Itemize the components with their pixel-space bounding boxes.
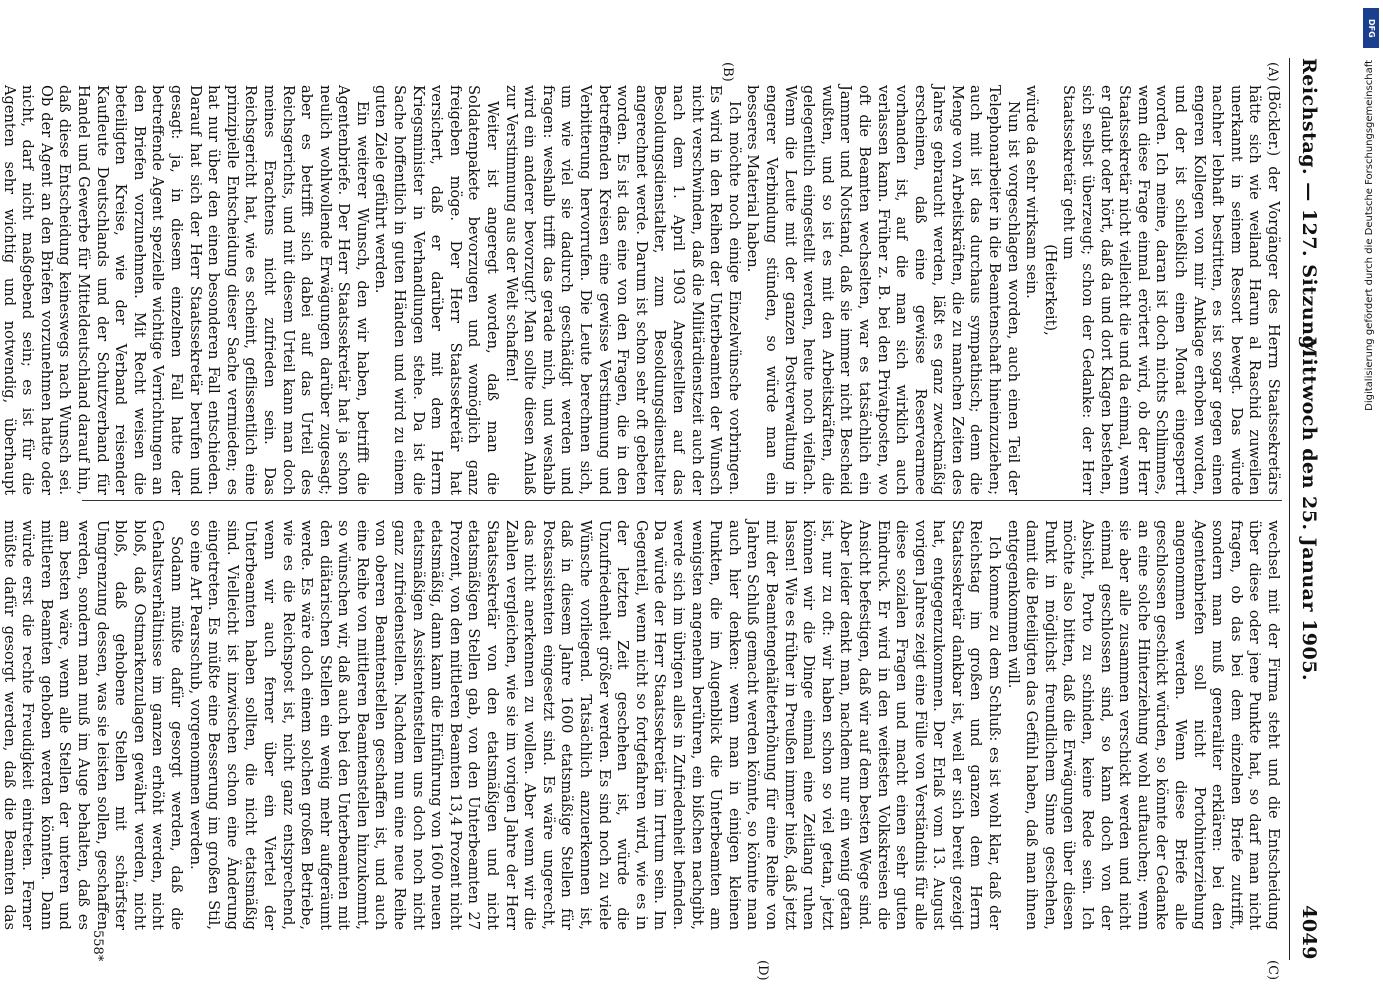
paragraph: (Heiterkeit), <box>1041 244 1059 336</box>
header-date: Mittwoch den 25. Januar 1905. <box>1298 336 1320 682</box>
digitization-sidebar <box>1360 0 1383 1000</box>
signature-mark: 558* <box>90 930 105 962</box>
paragraph: Ich möchte noch einige Einzelwünsche vorbringen. Es wird in den Reihen der Unterbeamten der Wunsch nicht verschwinden, daß die Militärdienstzeit auch der nach dem 1. April 1903 Angestellten auf das Besoldungsdienstalter, zum Besoldungsdienstalter angerechnet werde. Darum ist schon sehr oft gebeten worden. Es ist das eine von den Fragen, die in den betreffenden Kreisen eine gewisse Verstimmung und Verbitterung hervorrufen. Die Leute berechnen sich, um wie viel sie dadurch geschädigt werden und fragen: weshalb trifft das gerade mich, und weshalb wird ein anderer bevorzugt? Man sollte diesen Anlaß zur Verstimmung aus der Welt schaffen! <box>502 85 743 495</box>
margin-marker-d: (D) <box>755 960 770 981</box>
funding-note: Digitalisierung gefördert durch die Deutsche Forschungsgemeinschaft <box>1364 60 1375 411</box>
paragraph: (Böckler.) der Vorgänger des Herrn Staatssekretärs hätte sich wie weiland Harun al Raschid zuweilen unerkannt in seinem Ressort bewegt. Das würde nachher lebhaft bestritten, es ist sogar gegen einen engeren Kollegen von mir Anklage erhoben worden, und der ist schließlich einen Monat eingesperrt worden. Ich meine, daran ist doch nichts Schlimmes, wenn diese Frage einmal erörtert wird, ob der Herr Staatssekretär nicht vielleicht die und da einmal, wenn er glaubt oder hört, daß da und dort Klagen bestehen, sich selbst überzeugt; schon der Gedanke: der Herr Staatssekretär geht um <box>1060 85 1282 495</box>
paragraph: Ich komme zu dem Schluß: es ist wohl klar, daß der Reichstag im großen und ganzen dem Herrn Staatssekretär dankbar ist, weil er sich bereit gezeigt hat, entgegenzukommen. Der Erlaß vom 13. August vorigen Jahres zeigt eine Fülle von Verständnis für alle diese sozialen Fragen und macht einen sehr guten Eindruck. Er wird in den weitesten Volkskreisen die Ansicht befestigen, daß wir auf dem besten Wege sind. Aber leider denkt man, nachdem nur ein wenig getan ist, nur zu oft: wir haben schon so viel getan, jetzt können wir die Dinge einmal eine Zeitlang ruhen lassen! Wie es früher in Preußen immer hieß, daß jetzt mit der Beamtengehälteterhöhung für eine Reihe von Jahren Schluß gemacht werden könnte, so könnte man auch hier denken: wenn man in einigen kleinen Punkten, die im Augenblick die Unterbeamten am wenigsten angenehm berühren, ein bißchen nachgibt, werde sich im übrigen alles in Zufriedenheit befinden. Da würde der Herr Staatssekretär im Irrtum sein. Im Gegenteil, wenn nicht so fortgefahren wird, wie es in der letzten Zeit geschehen ist, würde die Unzufriedenheit größer werden. Es sind noch zu viele Wünsche vorliegend. Tatsächlich anzuerkennen ist, daß in diesem Jahre 1600 etatsmäßige Stellen für Postassistenten eingesetzt sind. Es wäre ungerecht, das nicht anerkennen zu wollen. Aber wenn wir die Zahlen vergleichen, wie sie im vorigen Jahre der Herr Staatssekretär von den etatsmäßigen und nicht etatsmäßigen Stellen gab, von den Unterbeamten 27 Prozent, von den mittleren Beamten 13,4 Prozent nicht etatsmäßig, dann kann die Einführung von 1600 neuen etatsmäßigen Assistentenstellen uns doch noch nicht ganz zufriedenstellen. Nachdem nun eine neue Reihe von oberen Beamtenstellen geschaffen ist, und auch eine Reihe von mittleren Beamtenstellen hinzukommt, so wünschen wir, daß auch bei den Unterbeamten mit den diätarischen Stellen ein wenig mehr aufgeräumt werde. Es wäre doch einem solchen großen Betriebe, wie es die Reichspost ist, nicht ganz entsprechend, wenn wir auch ferner über ein Viertel der Unterbeamten haben sollten, die nicht etatsmäßig sind. Vielleicht ist inzwischen schon eine Änderung eingetreten. Es müßte eine Besserung im großen Stil, so eine Art Pearsschub, vorgenommen werden. <box>186 520 1004 930</box>
right-column <box>0 520 1282 930</box>
column-divider <box>82 500 1282 501</box>
paragraph: Nun ist vorgeschlagen worden, auch einen Teil der Telephonarbeiter in die Beamtenschaft hineinzuziehen; auch mit ist das durchaus sympathisch; denn die Menge von Arbeitskräften, die zu manchen Zeiten des Jahres gebraucht werden, läßt es ganz zweckmäßig erscheinen, daß eine gewisse Reservearmee vorhanden ist, auf die man sich wirklich auch verlassen kann. Früher z. B. bei den Privatposten, wo oft die Beamten wechselten, war es tatsächlich ein Jammer und Notstand, daß sie immer nicht Bescheid wußten, und so ist es mit den Arbeitskräften, die gelegentlich eingestellt werden, heute noch vielfach. Wenn die Leute mit der ganzen Postverwaltung in engerer Verbindung stünden, so würde man ein besseres Material haben. <box>744 85 1022 495</box>
paragraph: Sodann müßte dafür gesorgt werden, daß die Gehaltsverhältnisse im ganzen erhöht werden, nicht bloß, daß Ostmarkenzulagen gewährt werden, nicht bloß, daß gehobene Stellen mit schärfster Umgrenzung dessen, was sie leisten sollen, geschaffen werden, sondern man muß im Auge behalten, daß es am besten wäre, wenn alle Stellen der unteren und mittleren Beamten gehoben werden könnten. Dann würde erst die rechte Freudigkeit eintreten. Ferner müßte dafür gesorgt werden, daß die Beamten das <box>0 520 185 930</box>
margin-marker-b: (B) <box>720 62 735 82</box>
margin-marker-a: (A) <box>1265 62 1280 82</box>
dfg-logo: DFG <box>1363 8 1379 48</box>
header-left: Reichstag. — 127. Sitzung. <box>1298 58 1320 357</box>
header-rule <box>1289 58 1290 960</box>
page-number: 4049 <box>1298 905 1320 960</box>
paragraph: Ein weiterer Wunsch, den wir haben, betrifft die Agentenbriefe. Der Herr Staatssekretär hat ja schon neulich wohlwollende Erwägungen darüber zugesagt; aber es betrifft sich dabei auf das Urteil des Reichsgerichts, und mit diesem Urteil kann man doch meines Erachtens nicht zufrieden sein. Das Reichsgericht hat, wie es scheint, geflissentlich eine prinzipielle Entscheidung dieser Sache vermieden; es hat nur über den einen besonderen Fall entschieden. Darauf hat sich der Herr Staatssekretär berufen und gesagt: ja, in diesem einzelnen Fall hatte der betreffende Agent spezielle wichtige Verrichtungen an den Briefen vorzunehmen. Mit Recht weisen die beteiligten Kreise, wie der Verband reisender Kaufleute Deutschlands und der Schutzverband für Handel und Gewerbe für Mitteldeutschland darauf hin, daß diese Entscheidung keineswegs nach Wunsch sei. Ob der Agent an den Briefen vorzunehmen hatte oder nicht, darf nicht maßgebend sein; es ist für die Agenten sehr wichtig und notwendig, überhaupt <box>0 85 371 495</box>
paragraph: Weiter ist angeregt worden, daß man die Soldatenpakete bevorzugen und womöglich ganz freigeben möge. Der Herr Staatssekretär hat versichert, daß er darüber mit dem Herrn Kriegsminister in Verhandlungen stehe. Da ist die Sache hoffentlich in guten Händen und wird zu einem guten Ziele geführt werden. <box>372 85 502 495</box>
paragraph: würde da sehr wirksam sein. <box>1023 85 1041 299</box>
left-column <box>0 85 1282 495</box>
paragraph: wechsel mit der Firma steht und die Entscheidung über diese oder jene Punkte hat, so darf man nicht fragen, ob das bei dem einzelnen Briefe zutrifft, sondern man muß generaliter erklären: bei den Agentenbriefen soll nicht Portohinterziehung angenommen werden. Wenn diese Briefe alle geschlossen geschickt würden, so könnte der Gedanke an eine solche Hinterziehung wohl auftauchen; wenn sie aber alle zusammen verschickt werden und nicht einmal geschlossen sind, so kann doch von der Absicht, Porto zu schinden, keine Rede sein. Ich möchte also bitten, daß die Erwägungen über diesen Punkt in möglichst freundlichem Sinne geschehen, damit die Beteiligten das Gefühl haben, daß man ihnen entgegenkommen will. <box>1004 520 1282 930</box>
page-header <box>1290 58 1320 960</box>
margin-marker-c: (C) <box>1265 960 1280 981</box>
